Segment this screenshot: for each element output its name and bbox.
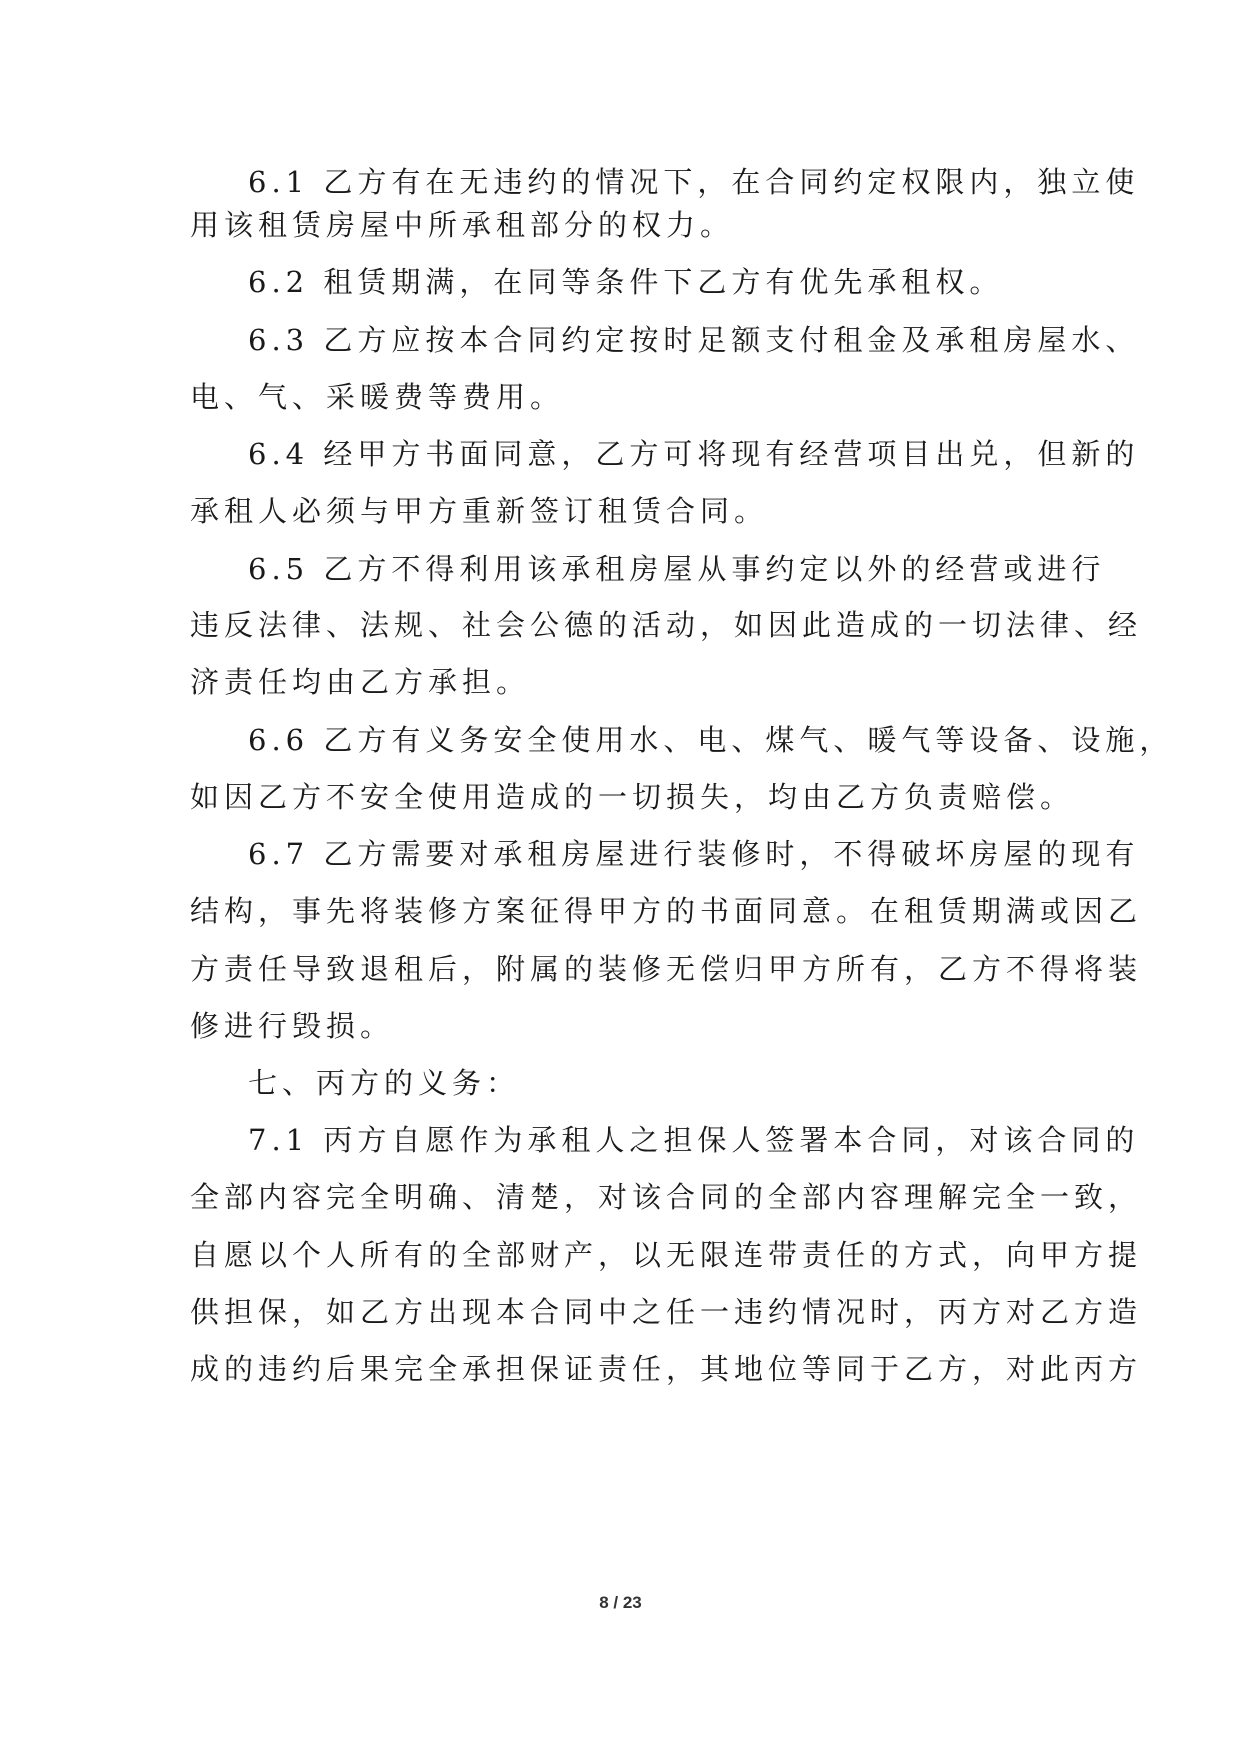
text-line: 自愿以个人所有的全部财产，以无限连带责任的方式，向甲方提 bbox=[190, 1238, 1143, 1272]
page-number: 8 / 23 bbox=[599, 1593, 642, 1612]
text-line: 6.4 经甲方书面同意，乙方可将现有经营项目出兑，但新的 bbox=[248, 437, 1140, 471]
text-line: 方责任导致退租后，附属的装修无偿归甲方所有，乙方不得将装 bbox=[190, 952, 1143, 986]
text-line: 全部内容完全明确、清楚，对该合同的全部内容理解完全一致， bbox=[190, 1180, 1143, 1214]
text-line: 违反法律、法规、社会公德的活动，如因此造成的一切法律、经 bbox=[190, 608, 1143, 642]
text-line: 成的违约后果完全承担保证责任，其地位等同于乙方，对此丙方 bbox=[190, 1352, 1143, 1386]
text-line: 承租人必须与甲方重新签订租赁合同。 bbox=[190, 494, 769, 528]
text-line: 用该租赁房屋中所承租部分的权力。 bbox=[190, 208, 735, 242]
text-line: 济责任均由乙方承担。 bbox=[190, 665, 531, 699]
text-line: 如因乙方不安全使用造成的一切损失，均由乙方负责赔偿。 bbox=[190, 780, 1075, 814]
text-line: 6.1 乙方有在无违约的情况下，在合同约定权限内，独立使 bbox=[248, 165, 1140, 199]
text-line: 电、气、采暖费等费用。 bbox=[190, 380, 565, 414]
text-line: 6.7 乙方需要对承租房屋进行装修时，不得破坏房屋的现有 bbox=[248, 837, 1140, 871]
section-heading: 七、丙方的义务： bbox=[248, 1066, 521, 1100]
text-line: 结构，事先将装修方案征得甲方的书面同意。在租赁期满或因乙 bbox=[190, 894, 1143, 928]
text-line: 7.1 丙方自愿作为承租人之担保人签署本合同，对该合同的 bbox=[248, 1123, 1140, 1157]
text-line: 6.3 乙方应按本合同约定按时足额支付租金及承租房屋水、 bbox=[248, 323, 1140, 357]
text-line: 6.6 乙方有义务安全使用水、电、煤气、暖气等设备、设施， bbox=[248, 723, 1174, 757]
text-line: 6.5 乙方不得利用该承租房屋从事约定以外的经营或进行 bbox=[248, 552, 1106, 586]
text-line: 6.2 租赁期满，在同等条件下乙方有优先承租权。 bbox=[248, 265, 1004, 299]
text-line: 供担保，如乙方出现本合同中之任一违约情况时，丙方对乙方造 bbox=[190, 1295, 1143, 1329]
text-line: 修进行毁损。 bbox=[190, 1009, 395, 1043]
